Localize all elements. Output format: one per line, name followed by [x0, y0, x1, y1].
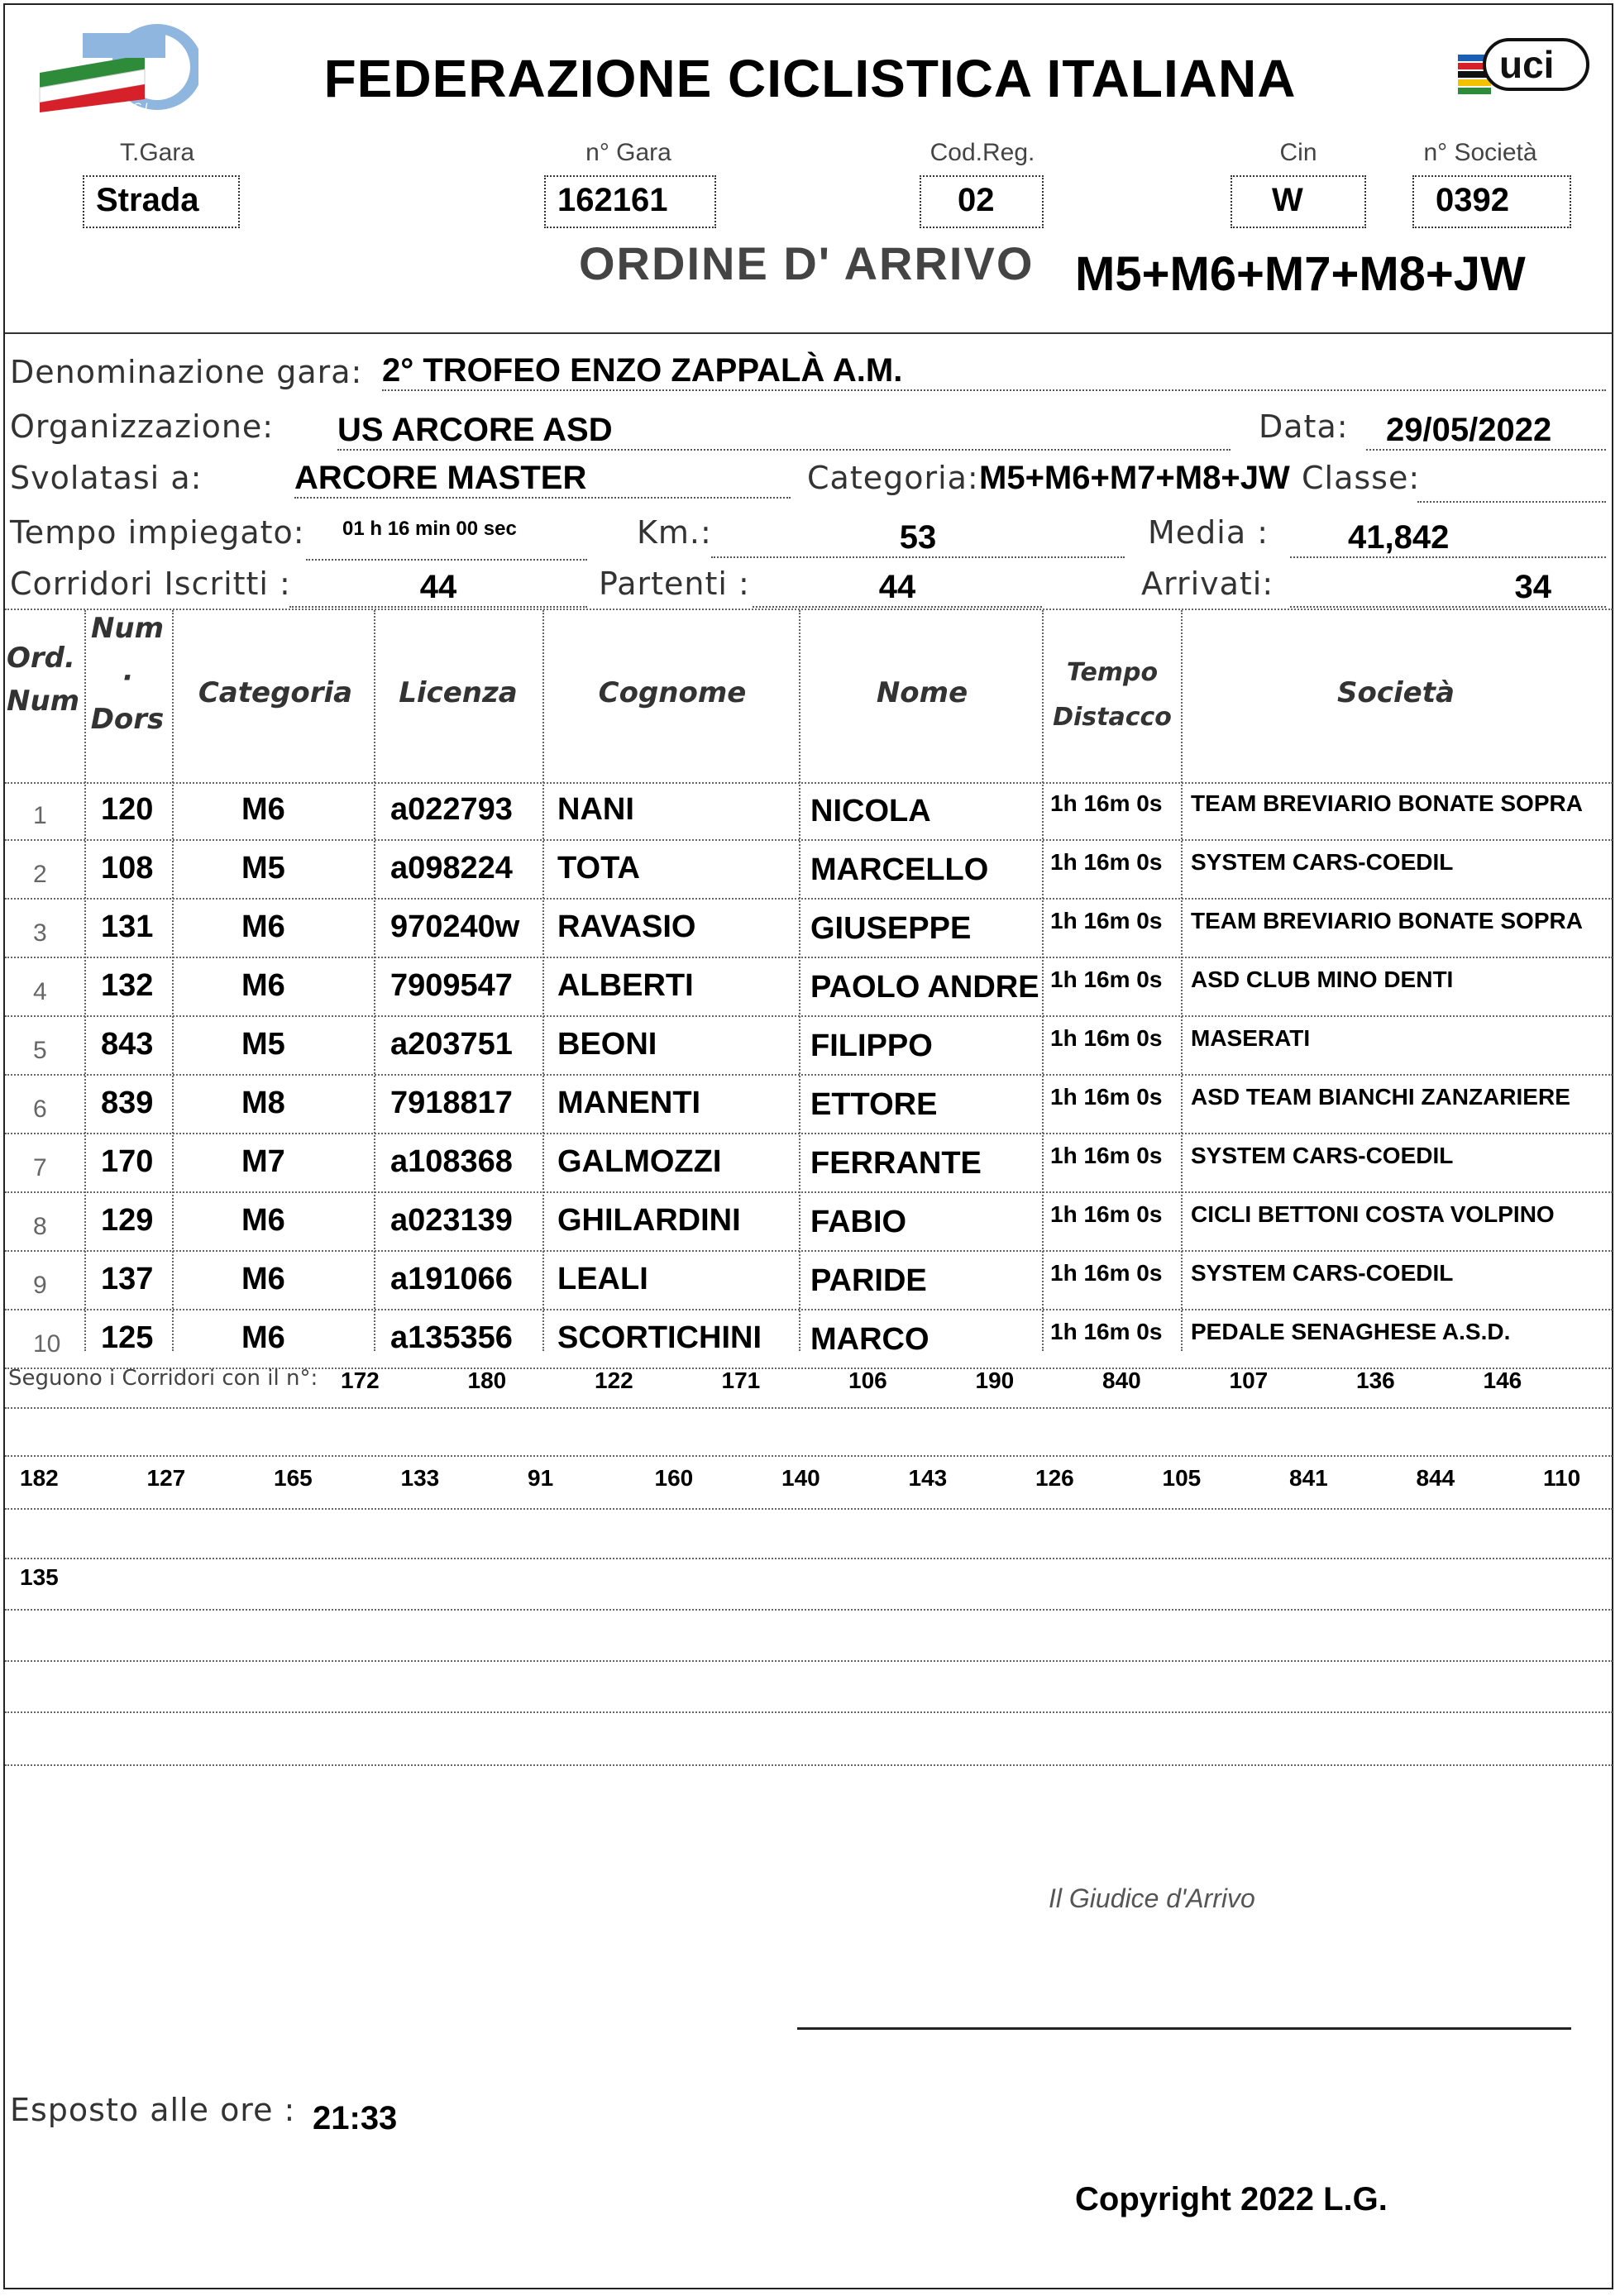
following-bib-number: 135 — [20, 1564, 59, 1590]
row-categoria: M5 — [241, 1027, 285, 1062]
following-bib-number: 122 — [595, 1368, 633, 1393]
row-tempo: 1h 16m 0s — [1050, 1084, 1163, 1110]
row-separator — [5, 898, 1613, 900]
following-bib-number: 91 — [528, 1465, 554, 1491]
row-cognome: ALBERTI — [557, 968, 694, 1003]
row-categoria: M6 — [241, 909, 285, 944]
row-dors: 843 — [101, 1027, 154, 1062]
row-societa: SYSTEM CARS-COEDIL — [1191, 849, 1454, 875]
following-bib-number: 841 — [1289, 1465, 1328, 1491]
row-licenza: 970240w — [390, 909, 520, 944]
row-cognome: TOTA — [557, 851, 640, 885]
row-dors: 120 — [101, 792, 154, 827]
document-title: ORDINE D' ARRIVO — [579, 237, 1035, 289]
classe-label: Classe: — [1302, 460, 1421, 496]
following-bib-number: 840 — [1102, 1368, 1141, 1393]
row-categoria: M8 — [241, 1086, 285, 1120]
row-dors: 108 — [101, 851, 154, 885]
km-value: 53 — [711, 519, 1125, 558]
row-nome: MARCELLO — [810, 852, 989, 887]
row-societa: PEDALE SENAGHESE A.S.D. — [1191, 1319, 1511, 1344]
row-dors: 129 — [101, 1203, 154, 1238]
row-tempo: 1h 16m 0s — [1050, 1143, 1163, 1168]
row-tempo: 1h 16m 0s — [1050, 967, 1163, 992]
row-dors: 131 — [101, 909, 154, 944]
row-licenza: a108368 — [390, 1144, 513, 1179]
row-tempo: 1h 16m 0s — [1050, 908, 1163, 933]
row-ord: 5 — [33, 1037, 47, 1064]
row-licenza: 7909547 — [390, 968, 513, 1003]
giudice-label: Il Giudice d'Arrivo — [1049, 1883, 1255, 1913]
row-separator — [5, 1133, 1613, 1134]
row-tempo: 1h 16m 0s — [1050, 1201, 1163, 1227]
following-bib-number: 107 — [1229, 1368, 1269, 1393]
row-cognome: RAVASIO — [557, 909, 696, 944]
row-nome: ETTORE — [810, 1087, 938, 1122]
th-societa: Società — [1337, 676, 1455, 709]
row-categoria: M6 — [241, 968, 285, 1003]
following-bib-number: 143 — [908, 1465, 948, 1491]
following-bib-number: 190 — [975, 1368, 1015, 1393]
n-gara-label: n° Gara — [585, 139, 671, 166]
data-label: Data: — [1259, 408, 1349, 445]
cod-reg-label: Cod.Reg. — [929, 139, 1035, 166]
following-bib-number: 844 — [1416, 1465, 1455, 1491]
following-bib-number: 180 — [467, 1368, 507, 1393]
row-ord: 2 — [33, 861, 47, 888]
row-nome: NICOLA — [810, 794, 931, 828]
row-ord: 3 — [33, 919, 47, 947]
categories-big: M5+M6+M7+M8+JW — [1075, 247, 1526, 301]
row-ord: 4 — [33, 978, 47, 1005]
row-nome: FILIPPO — [810, 1029, 933, 1063]
row-separator — [5, 1074, 1613, 1076]
following-bib-number: 133 — [400, 1465, 440, 1491]
row-separator — [5, 957, 1613, 958]
categoria-value: M5+M6+M7+M8+JW — [979, 460, 1290, 496]
row-categoria: M6 — [241, 1262, 285, 1296]
row-licenza: 7918817 — [390, 1086, 513, 1120]
row-nome: MARCO — [810, 1322, 929, 1357]
classe-value — [1417, 463, 1606, 503]
row-categoria: M6 — [241, 792, 285, 827]
row-separator — [5, 1309, 1613, 1310]
cin-value: W — [1231, 175, 1366, 228]
th-dors: Dors — [90, 703, 165, 736]
organizzazione-label: Organizzazione: — [10, 408, 275, 445]
n-societa-value: 0392 — [1412, 175, 1571, 228]
row-cognome: NANI — [557, 792, 634, 827]
th-distacco: Distacco — [1053, 703, 1172, 732]
iscritti-label: Corridori Iscritti : — [10, 566, 291, 602]
row-nome: PAOLO ANDRE — [810, 970, 1039, 1005]
row-separator — [5, 839, 1613, 841]
iscritti-value: 44 — [289, 569, 587, 608]
following-bib-number: 171 — [721, 1368, 761, 1393]
uci-logo — [1451, 23, 1592, 114]
row-licenza: a098224 — [390, 851, 513, 885]
row-societa: TEAM BREVIARIO BONATE SOPRA — [1191, 790, 1583, 816]
row-ord: 1 — [33, 802, 47, 829]
row-categoria: M5 — [241, 851, 285, 885]
row-societa: MASERATI — [1191, 1025, 1311, 1051]
tempo-value: 01 h 16 min 00 sec — [306, 518, 587, 561]
th-num-dot: · — [122, 661, 133, 695]
following-bib-number: 165 — [274, 1465, 313, 1491]
row-separator — [5, 1250, 1613, 1252]
th-cognome: Cognome — [598, 676, 747, 709]
row-tempo: 1h 16m 0s — [1050, 1319, 1163, 1344]
th-num: Num — [90, 612, 165, 645]
esposto-label: Esposto alle ore : — [10, 2092, 296, 2128]
row-ord: 8 — [33, 1213, 47, 1240]
row-dors: 125 — [101, 1320, 154, 1355]
row-cognome: LEALI — [557, 1262, 648, 1296]
following-bib-number: 182 — [20, 1465, 59, 1491]
row-tempo: 1h 16m 0s — [1050, 790, 1163, 816]
row-dors: 170 — [101, 1144, 154, 1179]
row-cognome: GHILARDINI — [557, 1203, 741, 1238]
row-categoria: M7 — [241, 1144, 285, 1179]
seguono-label: Seguono i Corridori con il n°: — [8, 1366, 318, 1391]
row-licenza: a023139 — [390, 1203, 513, 1238]
row-separator — [5, 1191, 1613, 1193]
row-cognome: BEONI — [557, 1027, 657, 1062]
svolatasi-label: Svolatasi a: — [10, 460, 203, 496]
tempo-label: Tempo impiegato: — [10, 514, 305, 551]
denominazione-value: 2° TROFEO ENZO ZAPPALÀ A.M. — [382, 352, 1606, 391]
following-bib-number: 106 — [848, 1368, 887, 1393]
copyright: Copyright 2022 L.G. — [1075, 2181, 1388, 2217]
following-bib-number: 126 — [1035, 1465, 1074, 1491]
row-ord: 10 — [33, 1330, 61, 1358]
row-licenza: a135356 — [390, 1320, 513, 1355]
row-tempo: 1h 16m 0s — [1050, 849, 1163, 875]
row-nome: FERRANTE — [810, 1146, 982, 1181]
row-categoria: M6 — [241, 1203, 285, 1238]
data-value: 29/05/2022 — [1366, 412, 1606, 451]
row-cognome: GALMOZZI — [557, 1144, 722, 1179]
federation-title: FEDERAZIONE CICLISTICA ITALIANA — [323, 49, 1297, 108]
row-categoria: M6 — [241, 1320, 285, 1355]
row-licenza: a022793 — [390, 792, 513, 827]
partenti-label: Partenti : — [599, 566, 750, 602]
row-societa: ASD CLUB MINO DENTI — [1191, 967, 1454, 992]
row-cognome: SCORTICHINI — [557, 1320, 762, 1355]
row-nome: FABIO — [810, 1205, 907, 1239]
n-societa-label: n° Società — [1423, 139, 1537, 166]
km-label: Km.: — [637, 514, 712, 551]
following-bib-number: 127 — [146, 1465, 186, 1491]
following-bib-number: 160 — [654, 1465, 694, 1491]
following-bib-number: 172 — [341, 1368, 380, 1393]
partenti-value: 44 — [753, 569, 1042, 608]
row-tempo: 1h 16m 0s — [1050, 1260, 1163, 1286]
media-value: 41,842 — [1290, 519, 1606, 558]
media-label: Media : — [1148, 514, 1269, 551]
t-gara-label: T.Gara — [119, 139, 195, 166]
organizzazione-value: US ARCORE ASD — [337, 412, 1231, 451]
th-nome: Nome — [876, 676, 968, 709]
categoria-label: Categoria: — [807, 460, 979, 496]
following-bib-number: 110 — [1543, 1465, 1581, 1491]
esposto-value: 21:33 — [313, 2100, 398, 2136]
row-societa: SYSTEM CARS-COEDIL — [1191, 1260, 1454, 1286]
following-bib-number: 140 — [781, 1465, 820, 1491]
row-societa: CICLI BETTONI COSTA VOLPINO — [1191, 1201, 1555, 1227]
svg-text:F.C.I.: F.C.I. — [124, 100, 151, 112]
th-ord: Ord. Num — [7, 642, 80, 718]
svg-text:uci: uci — [1499, 43, 1555, 86]
row-societa: TEAM BREVIARIO BONATE SOPRA — [1191, 908, 1583, 933]
row-dors: 839 — [101, 1086, 154, 1120]
row-nome: PARIDE — [810, 1263, 927, 1298]
svolatasi-value: ARCORE MASTER — [294, 460, 791, 499]
following-bib-number: 136 — [1356, 1368, 1395, 1393]
row-societa: ASD TEAM BIANCHI ZANZARIERE — [1191, 1084, 1570, 1110]
th-licenza: Licenza — [399, 676, 518, 709]
row-ord: 7 — [33, 1154, 47, 1181]
row-licenza: a191066 — [390, 1262, 513, 1296]
row-ord: 6 — [33, 1095, 47, 1123]
row-cognome: MANENTI — [557, 1086, 701, 1120]
row-tempo: 1h 16m 0s — [1050, 1025, 1163, 1051]
arrivati-value: 34 — [1290, 569, 1606, 608]
row-societa: SYSTEM CARS-COEDIL — [1191, 1143, 1454, 1168]
giudice-signature-line — [797, 2027, 1571, 2030]
denominazione-label: Denominazione gara: — [10, 354, 363, 390]
row-dors: 132 — [101, 968, 154, 1003]
row-ord: 9 — [33, 1272, 47, 1299]
row-licenza: a203751 — [390, 1027, 513, 1062]
n-gara-value: 162161 — [544, 175, 716, 228]
t-gara-value: Strada — [83, 175, 240, 228]
th-categoria: Categoria — [198, 676, 353, 709]
cod-reg-value: 02 — [920, 175, 1044, 228]
cin-label: Cin — [1279, 139, 1317, 166]
th-tempo: Tempo — [1066, 658, 1159, 687]
following-bib-number: 105 — [1162, 1465, 1202, 1491]
row-separator — [5, 1015, 1613, 1017]
arrivati-label: Arrivati: — [1141, 566, 1274, 602]
following-bib-number: 146 — [1483, 1368, 1522, 1393]
row-dors: 137 — [101, 1262, 154, 1296]
row-nome: GIUSEPPE — [810, 911, 972, 946]
